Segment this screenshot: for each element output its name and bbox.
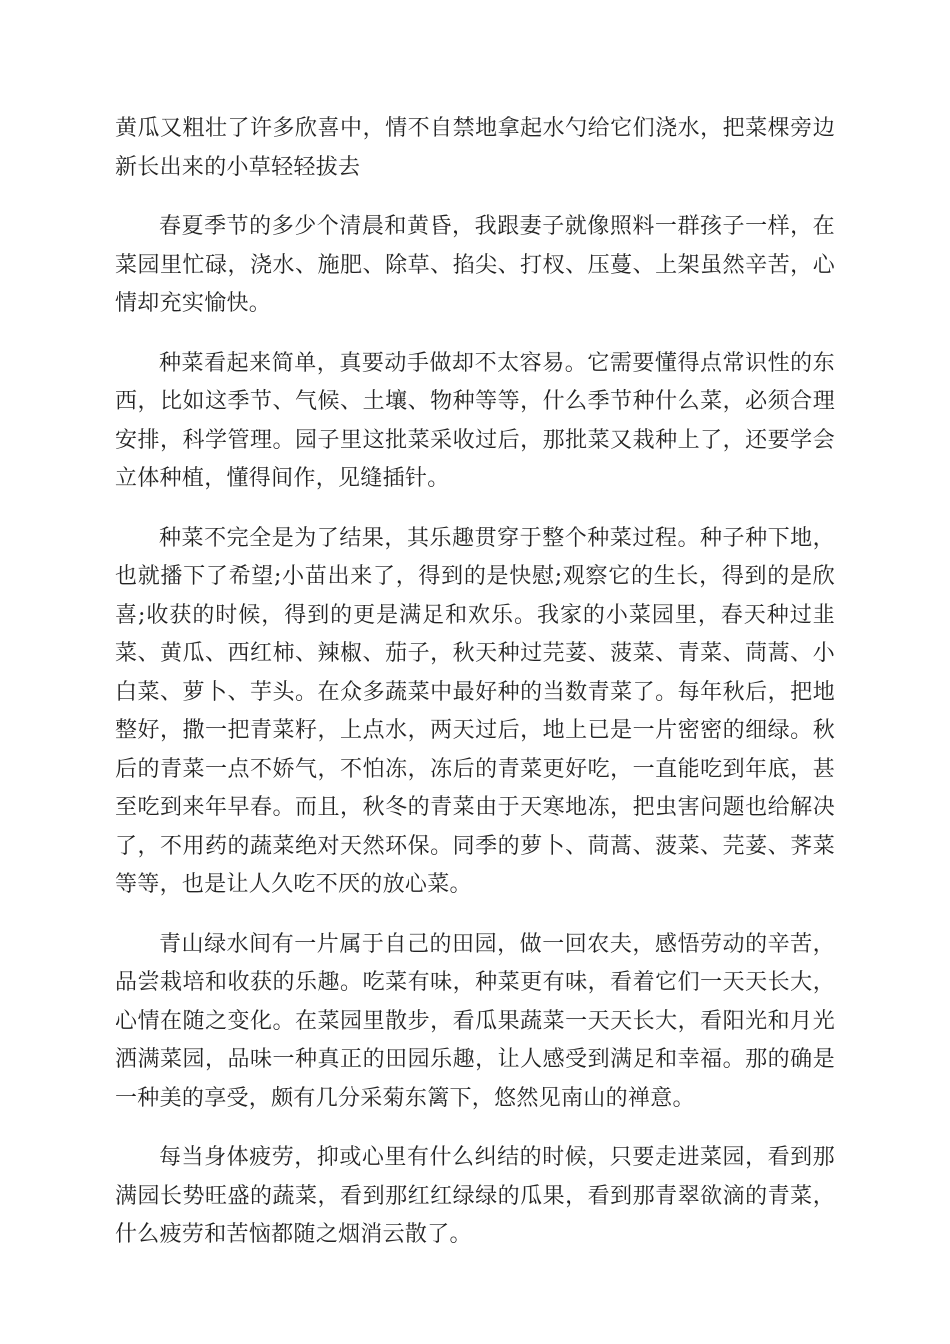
paragraph-countryside: 青山绿水间有一片属于自己的田园，做一回农夫，感悟劳动的辛苦，品尝栽培和收获的乐趣。吃菜有味，种菜更有味，看着它们一天天长大，心情在随之变化。在菜园里散步，看瓜果蔬菜一天天长大，看阳光和月光洒满菜园，品味一种真正的田园乐趣，让人感受到满足和幸福。那的确是一种美的享受，颇有几分采菊东篱下，悠然见南山的禅意。 [115,931,835,1111]
paragraph-continued: 黄瓜又粗壮了许多欣喜中，情不自禁地拿起水勺给它们浇水，把菜棵旁边新长出来的小草轻轻拔去 [115,116,835,180]
paragraph-growing-knowledge: 种菜看起来简单，真要动手做却不太容易。它需要懂得点常识性的东西，比如这季节、气候、土壤、物种等等，什么季节种什么菜，必须合理安排，科学管理。园子里这批菜采收过后，那批菜又栽种上了，还要学会立体种植，懂得间作，见缝插针。 [115,350,835,491]
paragraph-spring-summer: 春夏季节的多少个清晨和黄昏，我跟妻子就像照料一群孩子一样，在菜园里忙碌，浇水、施肥、除草、掐尖、打杈、压蔓、上架虽然辛苦，心情却充实愉快。 [115,214,835,316]
paragraph-relief: 每当身体疲劳，抑或心里有什么纠结的时候，只要走进菜园，看到那满园长势旺盛的蔬菜，看到那红红绿绿的瓜果，看到那青翠欲滴的青菜，什么疲劳和苦恼都随之烟消云散了。 [115,1145,835,1247]
document-body [115,110,835,1276]
paragraph-joy-of-growing: 种菜不完全是为了结果，其乐趣贯穿于整个种菜过程。种子种下地，也就播下了希望;小苗出来了，得到的是快慰;观察它的生长，得到的是欣喜;收获的时候，得到的更是满足和欢乐。我家的小菜园里，春天种过韭菜、黄瓜、西红柿、辣椒、茄子，秋天种过芫荽、菠菜、青菜、茼蒿、小白菜、萝卜、芋头。在众多蔬菜中最好种的当数青菜了。每年秋后，把地整好，撒一把青菜籽，上点水，两天过后，地上已是一片密密的细绿。秋后的青菜一点不娇气，不怕冻，冻后的青菜更好吃，一直能吃到年底，甚至吃到来年早春。而且，秋冬的青菜由于天寒地冻，把虫害问题也给解决了，不用药的蔬菜绝对天然环保。同季的萝卜、茼蒿、菠菜、芫荽、荠菜等等，也是让人久吃不厌的放心菜。 [115,525,835,897]
